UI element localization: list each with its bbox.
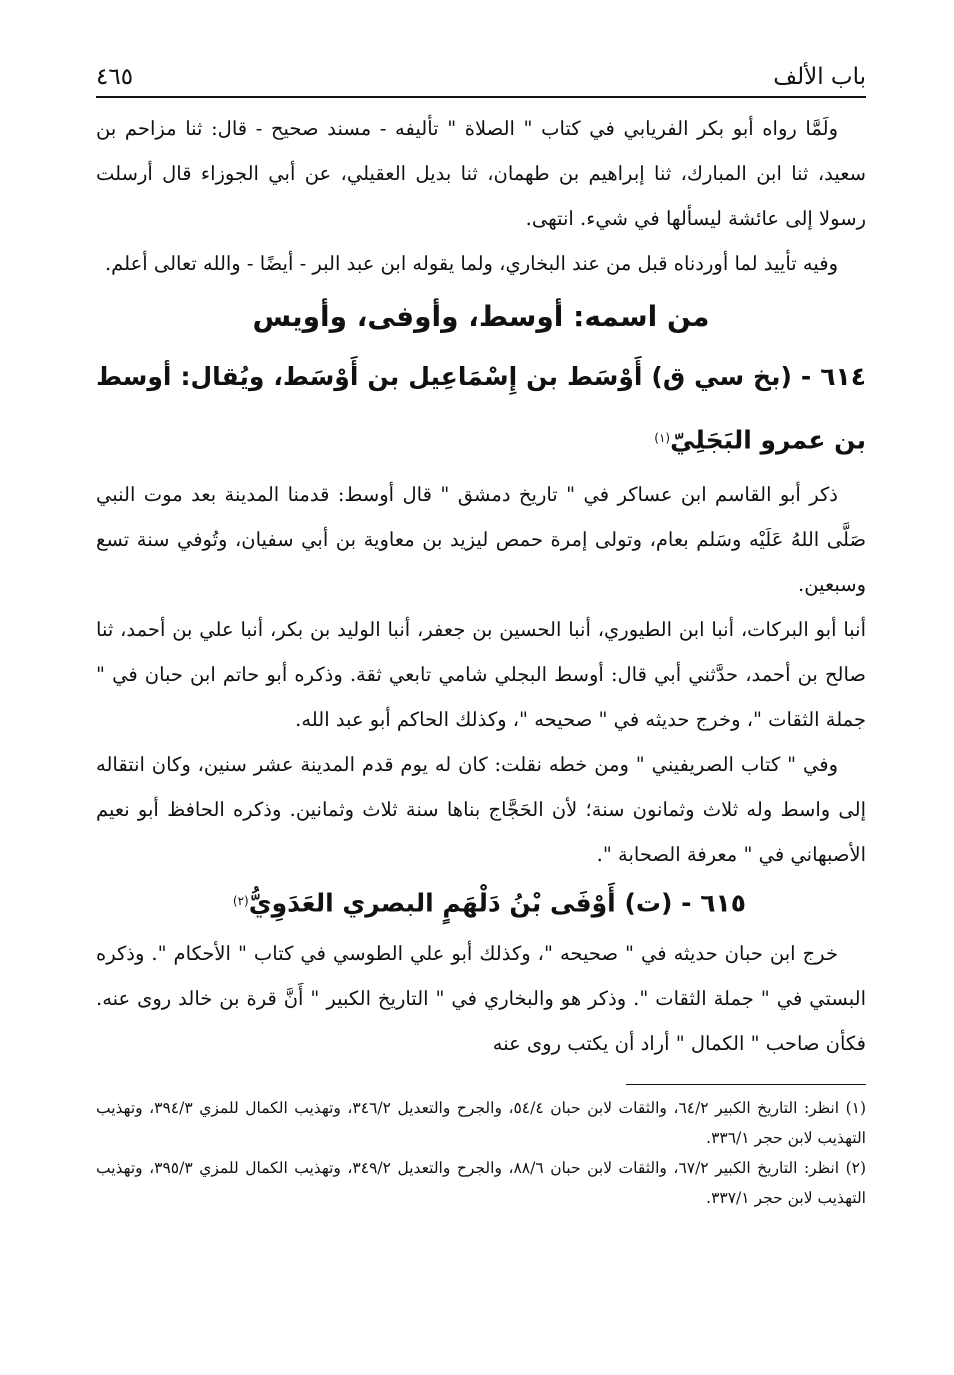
- footnote-1: (١) انظر: التاريخ الكبير ٦٤/٢، والثقات لابن حبان ٥٤/٤، والجرح والتعديل ٣٤٦/٢، وتهذيب الكمال للمزي ٣٩٤/٣، وتهذيب التهذيب لابن حجر ٣٣٦/١.: [96, 1098, 867, 1147]
- paragraph-ibn-asakir: ذكر أبو القاسم ابن عساكر في " تاريخ دمشق " قال أوسط: قدمنا المدينة بعد موت النبي صَلَّى اللهُ عَلَيْه وسَلم بعام، وتولى إمرة حمص ليزيد بن معاوية بن أبي سفيان، وتُوفي سنة تسع وسبعين.: [96, 483, 866, 597]
- page-number: ٤٦٥: [96, 64, 134, 90]
- footnote-marker-1: (١): [654, 431, 671, 445]
- entry-615-title: ٦١٥ - (ت) أَوْفَى بْنُ دَلْهَمٍ البصري العَدَوِيُّ: [248, 888, 746, 918]
- paragraph-ibn-hibban: خرج ابن حبان حديثه في " صحيحه "، وكذلك أبو علي الطوسي في كتاب " الأحكام ". وذكره البستي في " جملة الثقات ". وذكر هو والبخاري في " التاريخ الكبير " أَنَّ قرة بن خالد روى عنه. فكأن صاحب " الكمال " أراد أن يكتب روى عنه: [96, 941, 866, 1055]
- header-rule: [96, 96, 866, 98]
- entry-614-title: ٦١٤ - (بخ سي ق) أَوْسَط بن إِسْمَاعِيل بن أَوْسَط، ويُقال: أوسط بن عمرو البَجَلِيّ: [96, 362, 866, 455]
- paragraph-isnad: أنبا أبو البركات، أنبا ابن الطيوري، أنبا الحسين بن جعفر، أنبا الوليد بن بكر، أنبا علي بن أحمد، ثنا صالح بن أحمد، حدَّثني أبي قال: أوسط البجلي شامي تابعي ثقة. وذكره أبو حاتم ابن حبان في " جملة الثقات "، وخرج حديثه في " صحيحه "، وكذلك الحاكم أبو عبد الله.: [96, 618, 866, 732]
- footnote-marker-2: (٢): [232, 894, 249, 909]
- section-heading: من اسمه: أوسط، وأوفى، وأويس: [252, 300, 710, 333]
- entry-heading-615: [96, 877, 866, 930]
- chapter-title: باب الألف: [773, 64, 866, 90]
- running-header: [96, 50, 866, 90]
- paragraph-tayid: وفيه تأييد لما أوردناه قبل من عند البخاري، ولما يقوله ابن عبد البر - أيضًا - والله تعالى أعلم.: [104, 252, 838, 275]
- entry-heading-614: [96, 348, 866, 472]
- footnote-separator: [626, 1084, 866, 1085]
- footnote-2: (٢) انظر: التاريخ الكبير ٦٧/٢، والثقات لابن حبان ٨٨/٦، والجرح والتعديل ٣٤٩/٢، وتهذيب الكمال للمزي ٣٩٥/٣، وتهذيب التهذيب لابن حجر ٣٣٧/١.: [96, 1158, 867, 1207]
- paragraph-riwaya: ولَمَّا رواه أبو بكر الفريابي في كتاب " الصلاة " تأليفه - مسند صحيح - قال: ثنا مزاحم بن سعيد، ثنا ابن المبارك، ثنا إبراهيم بن طهمان، ثنا بديل العقيلي، عن أبي الجوزاء قال أرسلت رسولا إلى عائشة ليسألها في شيء. انتهى.: [96, 117, 866, 230]
- book-page: [96, 50, 866, 1213]
- paragraph-sarifini: وفي " كتاب الصريفيني " ومن خطه نقلت: كان له يوم قدم المدينة عشر سنين، وكان انتقاله إلى واسط وله ثلاث وثمانون سنة؛ لأن الحَجَّاج بناها سنة ثلاث وثمانين. وذكره الحافظ أبو نعيم الأصبهاني في " معرفة الصحابة ".: [96, 753, 866, 867]
